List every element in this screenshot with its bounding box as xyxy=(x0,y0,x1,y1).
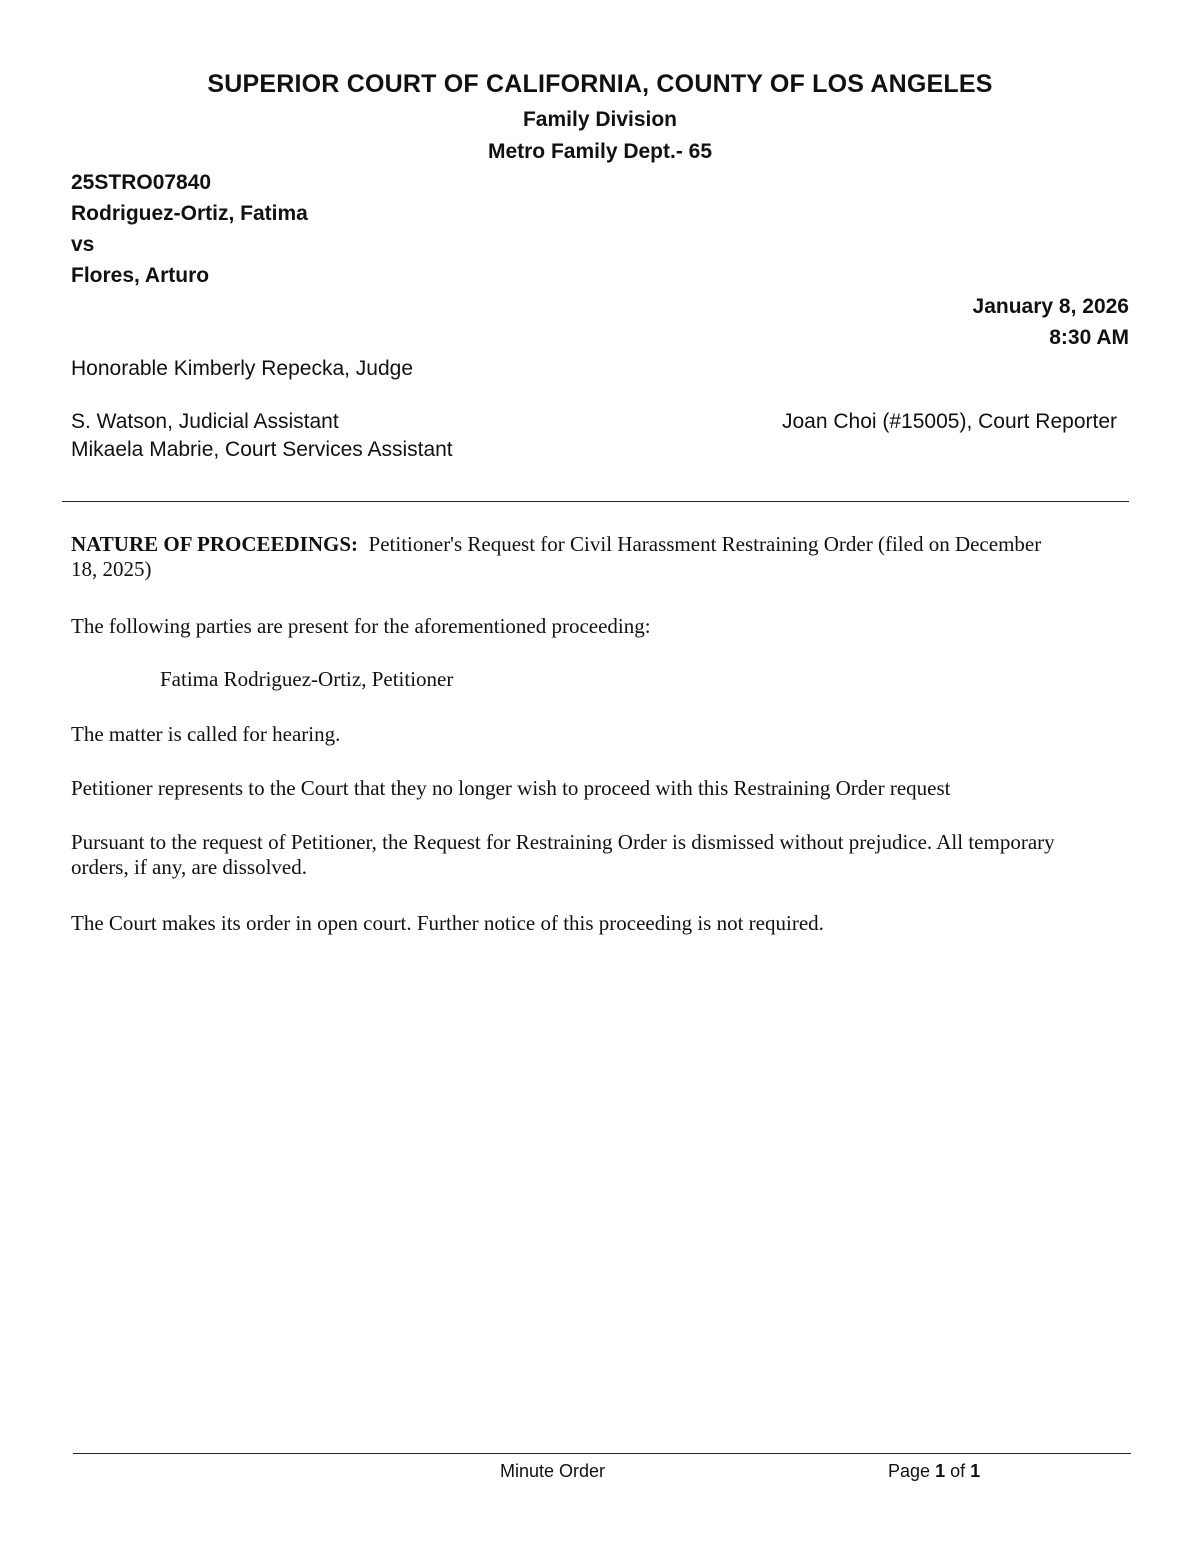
paragraph-called: The matter is called for hearing. xyxy=(71,722,341,746)
judge-line: Honorable Kimberly Repecka, Judge xyxy=(71,357,414,380)
hearing-time: 8:30 AM xyxy=(1049,326,1129,349)
court-title: SUPERIOR COURT OF CALIFORNIA, COUNTY OF LOS ANGELES xyxy=(207,70,993,98)
judicial-assistant-line: S. Watson, Judicial Assistant xyxy=(71,410,339,433)
division-title: Family Division xyxy=(522,108,678,131)
page-current: 1 xyxy=(935,1461,946,1481)
header-divider xyxy=(62,501,1129,502)
footer-doc-type: Minute Order xyxy=(500,1461,606,1481)
page-of: of xyxy=(950,1461,966,1481)
department-title: Metro Family Dept.- 65 xyxy=(487,140,713,163)
footer-page-number xyxy=(888,1461,980,1482)
paragraph-represents: Petitioner represents to the Court that they no longer wish to proceed with this Restraining Order request xyxy=(71,776,951,800)
paragraph-order: The Court makes its order in open court. Further notice of this proceeding is not required. xyxy=(71,911,824,935)
case-number: 25STRO07840 xyxy=(71,171,212,194)
court-services-assistant-line: Mikaela Mabrie, Court Services Assistant xyxy=(71,438,453,461)
nature-text: Petitioner's Request for Civil Harassment Restraining Order (filed on December 18, 2025) xyxy=(71,532,1042,581)
respondent-name: Flores, Arturo xyxy=(71,264,210,287)
page-total: 1 xyxy=(970,1461,981,1481)
nature-of-proceedings xyxy=(71,532,1071,582)
court-reporter-line: Joan Choi (#15005), Court Reporter xyxy=(781,410,1117,433)
versus-label: vs xyxy=(71,233,95,256)
footer-divider xyxy=(73,1453,1131,1454)
paragraph-dismissed: Pursuant to the request of Petitioner, the Request for Restraining Order is dismissed without prejudice. All temporary orders, if any, are dissolved. xyxy=(71,830,1055,879)
hearing-date: January 8, 2026 xyxy=(972,295,1129,318)
page-label: Page xyxy=(888,1461,931,1481)
nature-label: NATURE OF PROCEEDINGS: xyxy=(71,532,359,556)
parties-intro: The following parties are present for the aforementioned proceeding: xyxy=(71,614,651,638)
petitioner-name: Rodriguez-Ortiz, Fatima xyxy=(71,202,308,225)
party-present: Fatima Rodriguez-Ortiz, Petitioner xyxy=(160,667,454,691)
